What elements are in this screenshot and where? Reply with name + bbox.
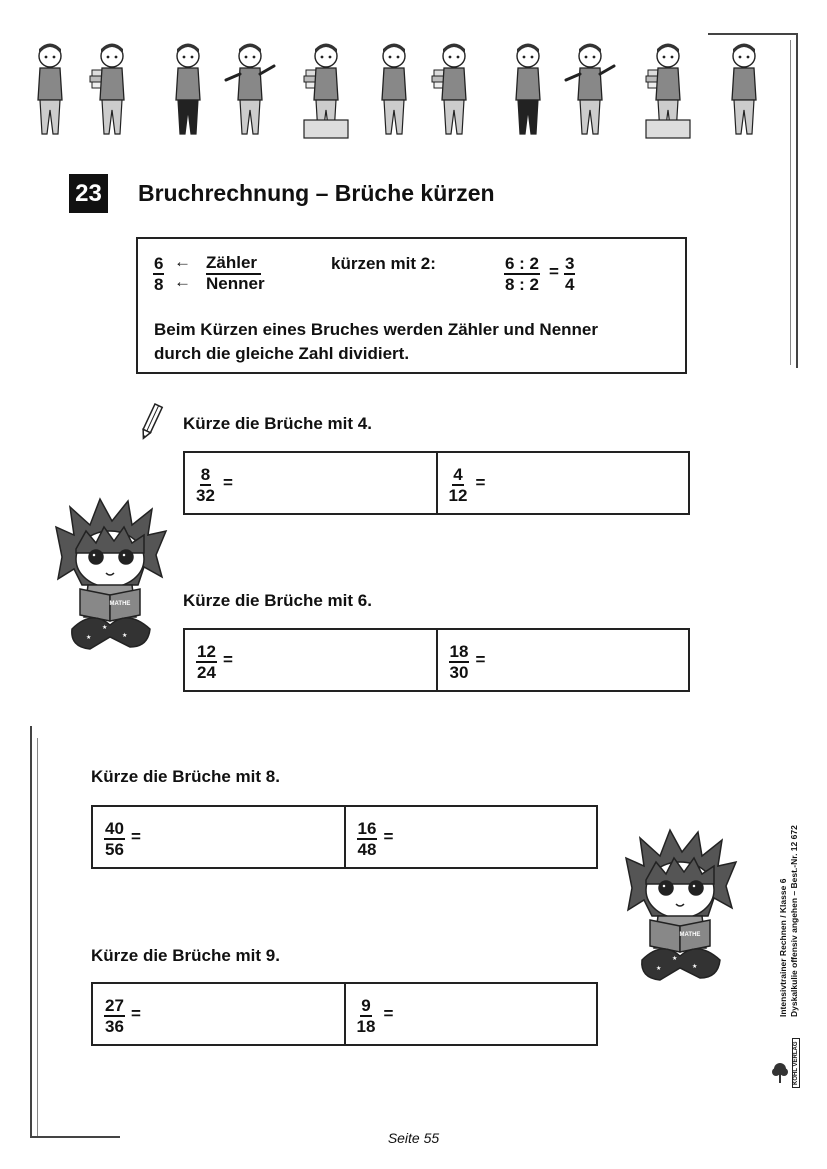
equals-sign: = (131, 1004, 141, 1023)
example-fraction (153, 254, 164, 294)
calc-fraction (504, 254, 540, 294)
fraction (449, 465, 468, 505)
rule-text-line2: durch die gleiche Zahl dividiert. (154, 344, 410, 363)
numerator: 40 (105, 819, 124, 838)
kid-illustration (716, 40, 772, 140)
numerator: 9 (361, 996, 371, 1015)
task-instruction: Kürze die Brüche mit 4. (183, 414, 372, 433)
denominator: 32 (196, 486, 215, 505)
kid-illustration (500, 40, 556, 140)
kid-illustration (84, 40, 140, 140)
result-numerator: 3 (565, 254, 575, 273)
calc-denominator: 8 : 2 (505, 275, 540, 294)
denominator: 24 (197, 663, 216, 682)
exercise-number-badge (69, 174, 108, 213)
numerator: 16 (357, 819, 377, 838)
kid-illustration (426, 40, 482, 140)
frame-line (37, 738, 38, 1136)
answer-cell[interactable] (185, 630, 436, 690)
equals-sign: = (549, 262, 559, 281)
pencil-icon (138, 402, 164, 442)
task-instruction: Kürze die Brüche mit 9. (91, 946, 280, 965)
side-info-line1: Intensivtrainer Rechnen / Klasse 6 (778, 878, 788, 1017)
kid-illustration (222, 40, 278, 140)
kid-illustration (298, 40, 354, 140)
answer-table (183, 628, 690, 692)
kid-illustration (366, 40, 422, 140)
frame-line (30, 726, 32, 1138)
equals-sign: = (383, 827, 394, 846)
equals-sign: = (223, 473, 233, 492)
numerator: 8 (200, 465, 211, 484)
side-info-text (778, 825, 800, 1017)
answer-cell[interactable] (344, 984, 597, 1044)
svg-text:★: ★ (656, 966, 662, 972)
exercise-number: 23 (75, 179, 102, 207)
denominator: 36 (105, 1017, 124, 1036)
denominator: 30 (449, 663, 469, 682)
numerator: 12 (197, 642, 216, 661)
fraction (357, 819, 378, 859)
kid-illustration (160, 40, 216, 140)
calc-numerator: 6 : 2 (505, 254, 540, 273)
answer-cell[interactable] (344, 807, 597, 867)
answer-cell[interactable] (93, 807, 344, 867)
denominator: 56 (105, 840, 124, 859)
task-instruction: Kürze die Brüche mit 6. (183, 591, 372, 610)
fraction (196, 465, 215, 505)
reduce-label: kürzen mit 2: (331, 254, 436, 273)
book-label: MATHE (679, 932, 701, 938)
numerator: 18 (449, 642, 469, 661)
svg-text:★: ★ (102, 625, 108, 631)
fraction (357, 996, 376, 1036)
denominator: 48 (357, 840, 377, 859)
page-number: Seite 55 (387, 1130, 440, 1146)
equals-sign: = (383, 1004, 394, 1023)
arrow-numerator-icon: ← (174, 252, 191, 271)
book-label: MATHE (109, 601, 131, 607)
frame-line (790, 40, 791, 365)
svg-text:★: ★ (692, 964, 698, 970)
denominator: 18 (356, 1017, 376, 1036)
arrow-denominator-icon: ← (174, 272, 191, 291)
equals-sign: = (475, 473, 486, 492)
svg-text:★: ★ (672, 956, 678, 962)
svg-text:★: ★ (86, 635, 92, 641)
fraction (104, 819, 125, 859)
answer-cell[interactable] (436, 453, 689, 513)
answer-cell[interactable] (93, 984, 344, 1044)
kid-illustration (562, 40, 618, 140)
answer-table (91, 805, 598, 869)
svg-text:★: ★ (122, 633, 128, 639)
answer-table (91, 982, 598, 1046)
boy-reading-illustration (622, 828, 740, 986)
equals-sign: = (131, 827, 141, 846)
answer-table (183, 451, 690, 515)
fraction (449, 642, 470, 682)
result-fraction (564, 254, 575, 294)
frame-line (708, 33, 798, 35)
kid-illustration (22, 40, 78, 140)
answer-cell[interactable] (185, 453, 436, 513)
numerator: 6 (154, 254, 164, 273)
rule-text-line1: Beim Kürzen eines Bruches werden Zähler und Nenner (154, 320, 599, 339)
page-title: Bruchrechnung – Brüche kürzen (138, 180, 495, 206)
fraction (104, 996, 125, 1036)
publisher-logo-text: KOHL VERLAG (792, 1038, 800, 1088)
equals-sign: = (475, 650, 486, 669)
info-box (136, 237, 687, 374)
label-numerator: Zähler (206, 253, 261, 275)
fraction (196, 642, 217, 682)
kid-illustration (640, 40, 696, 140)
result-denominator: 4 (565, 275, 575, 294)
answer-cell[interactable] (436, 630, 689, 690)
denominator: 8 (154, 275, 164, 294)
side-info-line2: Dyskalkulie offensiv angehen – Best.-Nr. 12 672 (789, 825, 799, 1017)
boy-reading-illustration (52, 497, 170, 655)
numerator: 4 (453, 465, 463, 484)
frame-line (796, 33, 798, 368)
numerator: 27 (105, 996, 124, 1015)
denominator: 12 (448, 486, 468, 505)
publisher-tree-logo-icon (772, 1062, 788, 1084)
equals-sign: = (223, 650, 233, 669)
task-instruction: Kürze die Brüche mit 8. (91, 767, 280, 786)
label-denominator: Nenner (206, 274, 265, 293)
